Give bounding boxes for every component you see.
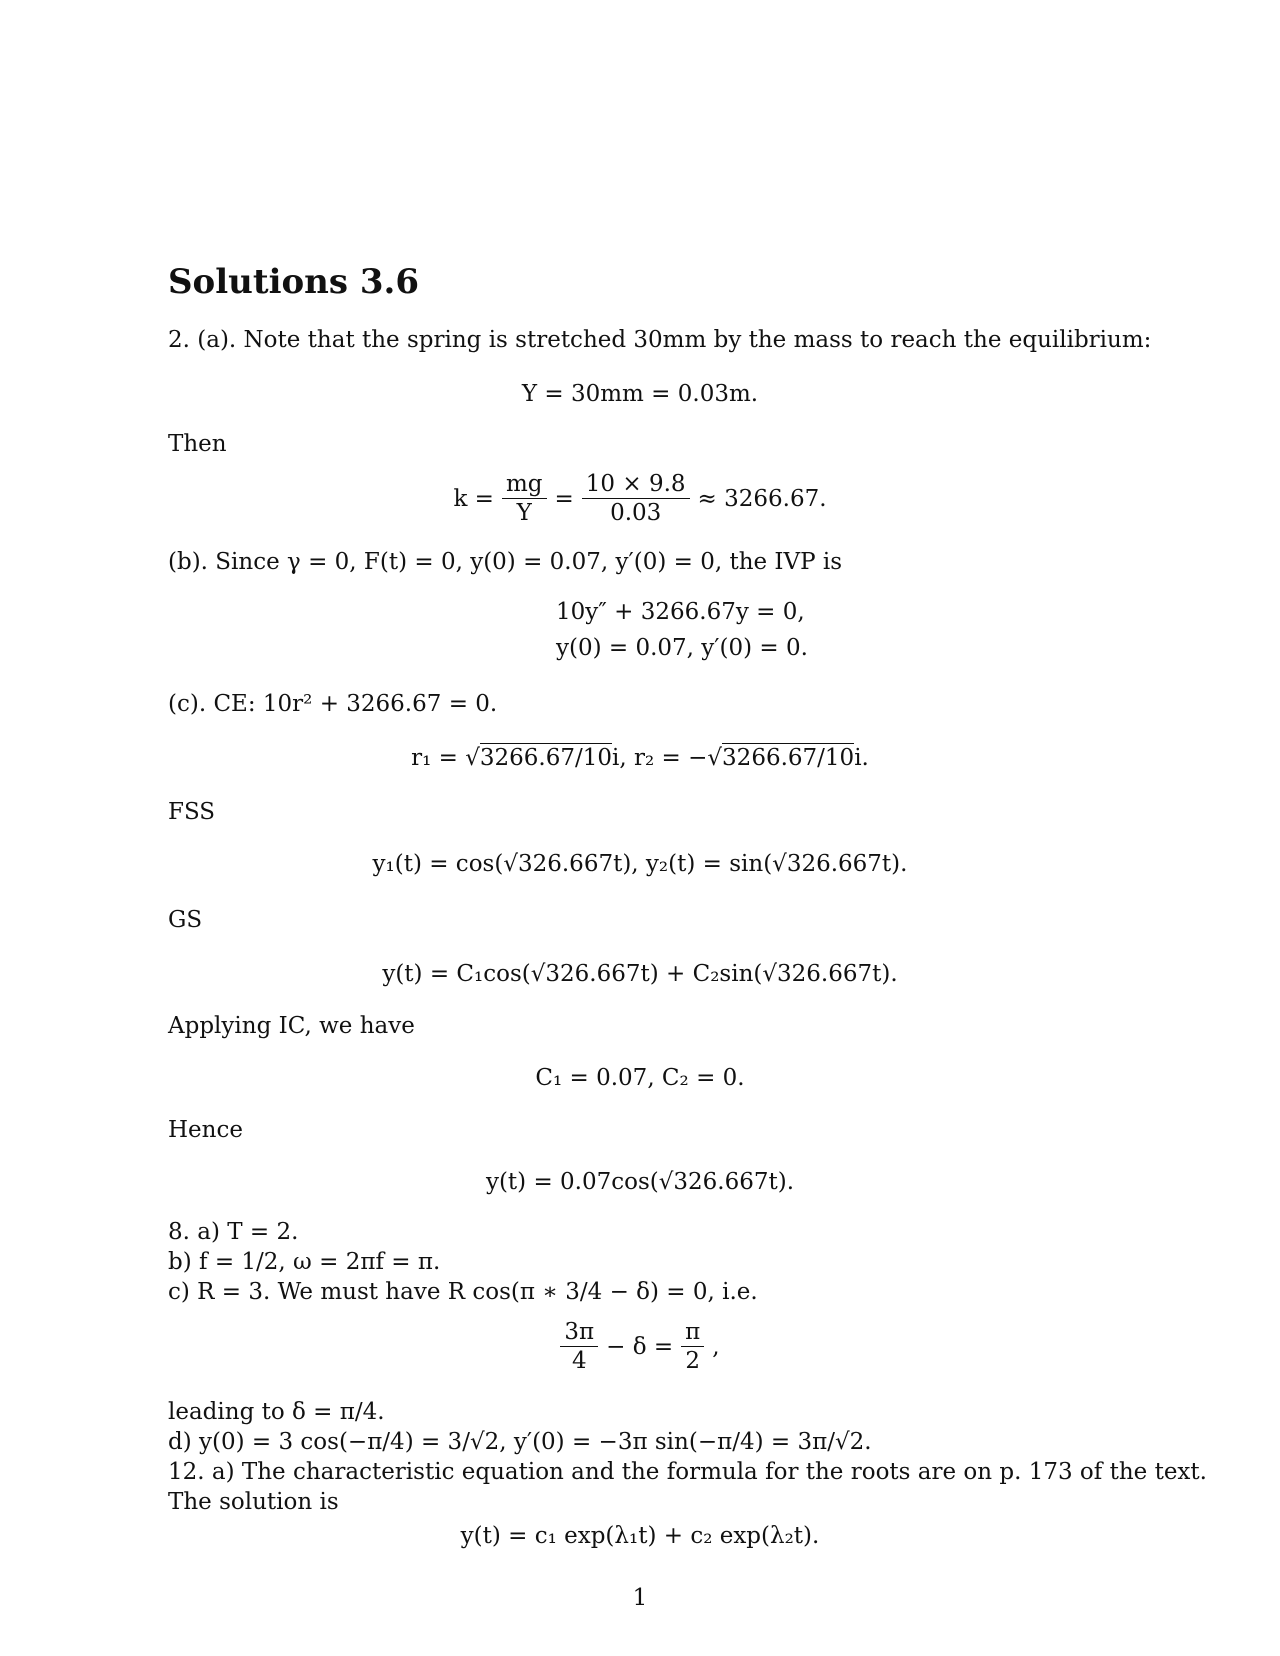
k-frac1-numerator: mg [502,470,547,499]
k-frac2-denominator: 0.03 [610,500,662,526]
equation-k [0,470,1280,527]
equation-constants: C₁ = 0.07, C₂ = 0. [535,1065,745,1091]
k-fraction-1 [502,470,547,527]
roots-r2-radicand: 3266.67/10 [722,745,855,771]
ivp-line-1: 10y″ + 3266.67y = 0, [556,599,805,625]
equation-roots [0,744,1280,772]
equation-gs: y(t) = C₁cos(√326.667t) + C₂sin(√326.667t). [382,961,898,987]
applying-ic-text: Applying IC, we have [168,1013,415,1039]
hence-text: Hence [168,1117,243,1143]
problem-8a-text: 8. a) T = 2. [168,1219,299,1245]
k-lhs: k = [453,485,494,512]
equation-12: y(t) = c₁ exp(λ₁t) + c₂ exp(λ₂t). [460,1523,820,1549]
equation-fss: y₁(t) = cos(√326.667t), y₂(t) = sin(√326.667t). [372,851,908,877]
equation-final: y(t) = 0.07cos(√326.667t). [485,1169,795,1195]
equation-delta [0,1318,1280,1375]
page-number: 1 [632,1585,648,1611]
delta-frac2-denominator: 2 [685,1348,701,1374]
problem-2a-text: 2. (a). Note that the spring is stretched 30mm by the mass to reach the equilibrium: [168,327,1152,353]
k-frac2-numerator: 10 × 9.8 [582,470,690,499]
gs-label: GS [168,907,203,933]
then-text: Then [168,431,227,457]
roots-r1-radicand: 3266.67/10 [479,745,613,771]
fss-label: FSS [168,799,216,825]
problem-8b-text: b) f = 1/2, ω = 2πf = π. [168,1249,441,1275]
page-title: Solutions 3.6 [168,262,420,302]
k-frac1-denominator: Y [516,500,532,526]
leading-text: leading to δ = π/4. [168,1399,385,1425]
delta-mid: − δ = [606,1333,674,1360]
equation-y: Y = 30mm = 0.03m. [521,381,759,407]
delta-fraction-1 [560,1318,598,1375]
k-fraction-2 [582,470,690,527]
problem-2b-text: (b). Since γ = 0, F(t) = 0, y(0) = 0.07, y′(0) = 0, the IVP is [168,549,843,575]
problem-8c-text: c) R = 3. We must have R cos(π ∗ 3/4 − δ) = 0, i.e. [168,1279,758,1305]
problem-12a-text: 12. a) The characteristic equation and the formula for the roots are on p. 173 of the text. [168,1459,1207,1485]
delta-fraction-2 [681,1318,704,1375]
roots-mid: i, r₂ = −√ [612,745,723,771]
k-equals: = [554,485,574,512]
problem-8d-text: d) y(0) = 3 cos(−π/4) = 3/√2, y′(0) = −3π sin(−π/4) = 3π/√2. [168,1429,872,1455]
k-rhs: ≈ 3266.67. [697,485,827,512]
delta-frac2-numerator: π [681,1318,704,1347]
delta-end: , [712,1333,720,1360]
ivp-line-2: y(0) = 0.07, y′(0) = 0. [556,635,808,661]
problem-2c-text: (c). CE: 10r² + 3266.67 = 0. [168,691,498,717]
roots-r1: r₁ = √ [411,745,480,771]
delta-frac1-denominator: 4 [571,1348,587,1374]
roots-end: i. [854,745,869,771]
delta-frac1-numerator: 3π [560,1318,598,1347]
solution-is-text: The solution is [168,1489,339,1515]
